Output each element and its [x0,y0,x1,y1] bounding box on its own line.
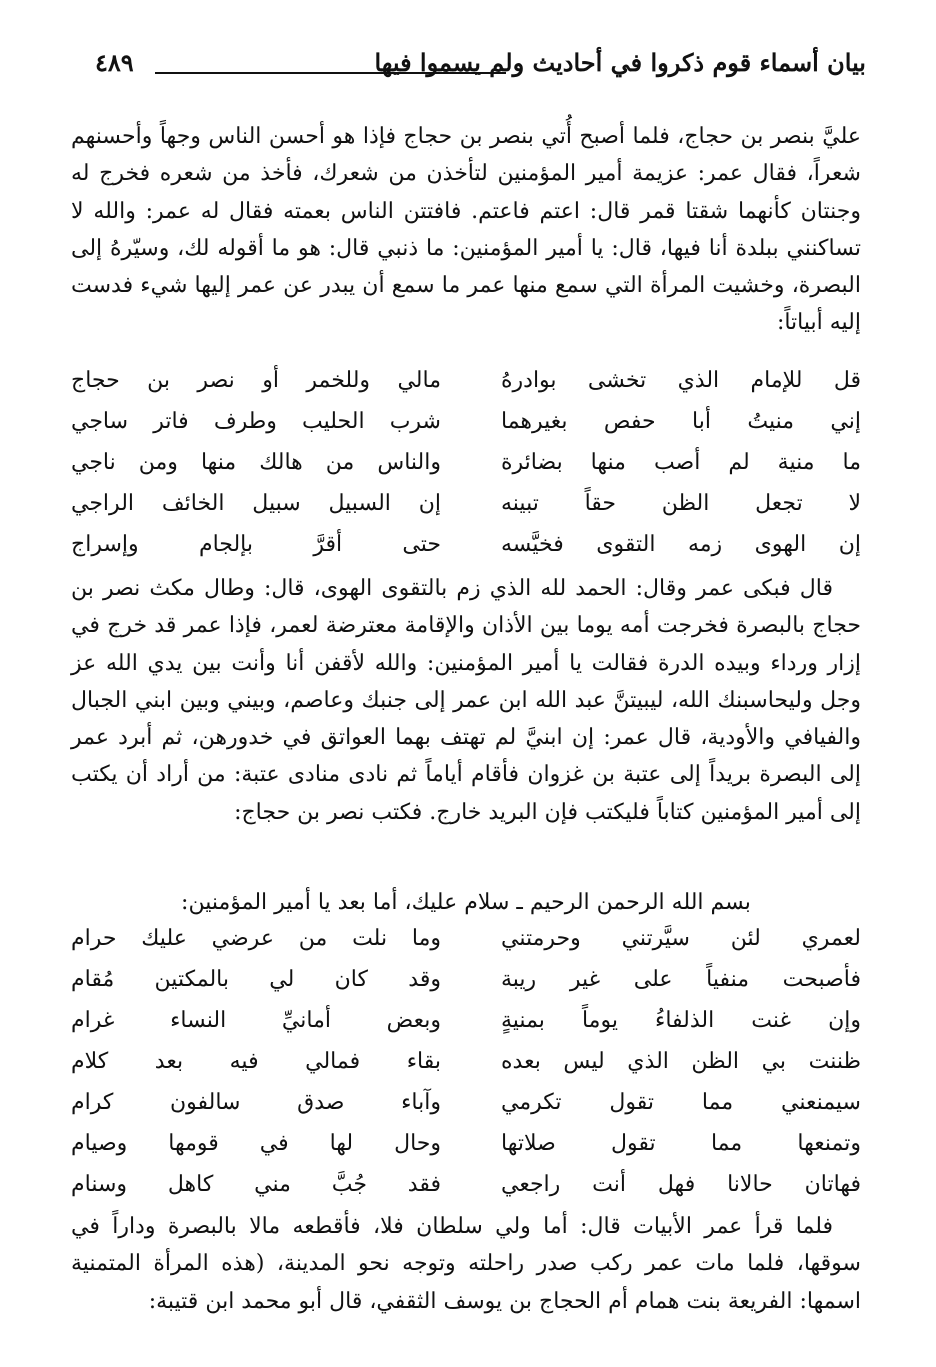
verse-first-hemistich: ما منية لم أصب منها بضائرة [501,450,861,475]
verse-first-hemistich: وتمنعها مما تقول صلاتها [501,1131,861,1156]
verse-first-hemistich: إني منيتُ أبا حفص بغيرهما [501,409,861,434]
verse-second-hemistich: وحال لها في قومها وصيام [71,1131,441,1156]
verse-second-hemistich: بقاء فمالي فيه بعد كلام [71,1049,441,1074]
verse-line [71,368,861,409]
verse-first-hemistich: قل للإمام الذي تخشى بوادرهُ [501,368,861,393]
verse-line [71,1049,861,1090]
verse-line [71,491,861,532]
paragraph: فلما قرأ عمر الأبيات قال: أما ولي سلطان فلا، فأقطعه مالا بالبصرة وداراً في سوقها، فلما مات عمر ركب صدر راحلته وتوجه نحو المدينة، (هذه المرأة المتمنية اسمها: الفريعة بنت همام أم الحجاج بن يوسف الثقفي، قال أبو محمد ابن قتيبة: [71,1214,861,1314]
poem-1 [71,368,861,573]
verse-second-hemistich: وما نلت من عرضي عليك حرام [71,926,441,951]
verse-line [71,926,861,967]
header-rule [155,72,506,74]
verse-first-hemistich: وإن غنت الذلفاءُ يوماً بمنيةٍ [501,1008,861,1033]
paragraph: عليَّ بنصر بن حجاج، فلما أصبح أُتي بنصر بن حجاج فإذا هو أحسن الناس وجهاً وأحسنهم شعراً، فقال عمر: عزيمة أمير المؤمنين لتأخذن من شعرك، فأخذ من شعره فخرج له وجنتان كأنهما شقتا قمر قال: اعتم فاعتم. فافتتن الناس بعمته فقال له عمر: والله لا تساكنني ببلدة أنا فيها، قال: يا أمير المؤمنين: ما ذنبي قال: هو ما أقوله لك، وسيّرهُ إلى البصرة، وخشيت المرأة التي سمع منها عمر ما سمع أن يبدر عن عمر إليها شيء فدست إليه أبياتاً: [71,124,861,336]
verse-second-hemistich: حتى أقرَّ بإلجام وإسراج [71,532,441,557]
running-title: بيان أسماء قوم ذكروا في أحاديث ولم يسموا فيها [374,48,866,77]
verse-second-hemistich: شرب الحليب وطرف فاتر ساجي [71,409,441,434]
paragraph-intro [71,118,861,342]
verse-first-hemistich: فأصبحت منفياً على غير ريبة [501,967,861,992]
verse-second-hemistich: إن السبيل سبيل الخائف الراجي [71,491,441,516]
verse-second-hemistich: وبعض أمانيِّ النساء غرام [71,1008,441,1033]
paragraph-closing [71,1208,861,1320]
verse-first-hemistich: لا تجعل الظن حقاً تبينه [501,491,861,516]
page-header [95,48,866,88]
verse-first-hemistich: لعمري لئن سيَّرتني وحرمتني [501,926,861,951]
verse-line [71,1008,861,1049]
verse-line [71,409,861,450]
verse-first-hemistich: فهاتان حالانا فهل أنت راجعي [501,1172,861,1197]
poem-2 [71,926,861,1213]
verse-line [71,1131,861,1172]
verse-second-hemistich: مالي وللخمر أو نصر بن حجاج [71,368,441,393]
page-number: ٤٨٩ [95,48,134,77]
verse-first-hemistich: سيمنعني مما تقول تكرمي [501,1090,861,1115]
letter-opening: بسم الله الرحمن الرحيم ـ سلام عليك، أما بعد يا أمير المؤمنين: [181,890,751,915]
verse-first-hemistich: ظننت بي الظن الذي ليس بعده [501,1049,861,1074]
verse-first-hemistich: إن الهوى زمه التقوى فخيَّسه [501,532,861,557]
verse-line [71,967,861,1008]
verse-second-hemistich: فقد جُبَّ مني كاهل وسنام [71,1172,441,1197]
verse-second-hemistich: والناس من هالك منها ومن ناجي [71,450,441,475]
basmala-line [71,884,861,921]
paragraph-narrative [71,570,861,831]
verse-line [71,450,861,491]
verse-second-hemistich: وقد كان لي بالمكتين مُقام [71,967,441,992]
verse-line [71,1090,861,1131]
verse-line [71,1172,861,1213]
verse-line [71,532,861,573]
paragraph: قال فبكى عمر وقال: الحمد لله الذي زم بالتقوى الهوى، قال: وطال مكث نصر بن حجاج بالبصرة فخرجت أمه يوما بين الأذان والإقامة معترضة لعمر، فإذا عمر قد خرج في إزار ورداء وبيده الدرة فقالت يا أمير المؤمنين: والله لأقفن أنا وأنت بين يدي الله عز وجل وليحاسبنك الله، ليبيتنَّ عبد الله ابن عمر إلى جنبك وعاصم، وبيني وبين ابني الجبال والفيافي والأودية، قال عمر: إن ابنيَّ لم تهتف بهما العواتق في خدورهن، ثم أبرد عمر إلى البصرة بريداً إلى عتبة بن غزوان فأقام أياماً ثم نادى منادى عتبة: من أراد أن يكتب إلى أمير المؤمنين كتاباً فليكتب فإن البريد خارج. فكتب نصر بن حجاج: [71,576,861,825]
verse-second-hemistich: وآباء صدق سالفون كرام [71,1090,441,1115]
